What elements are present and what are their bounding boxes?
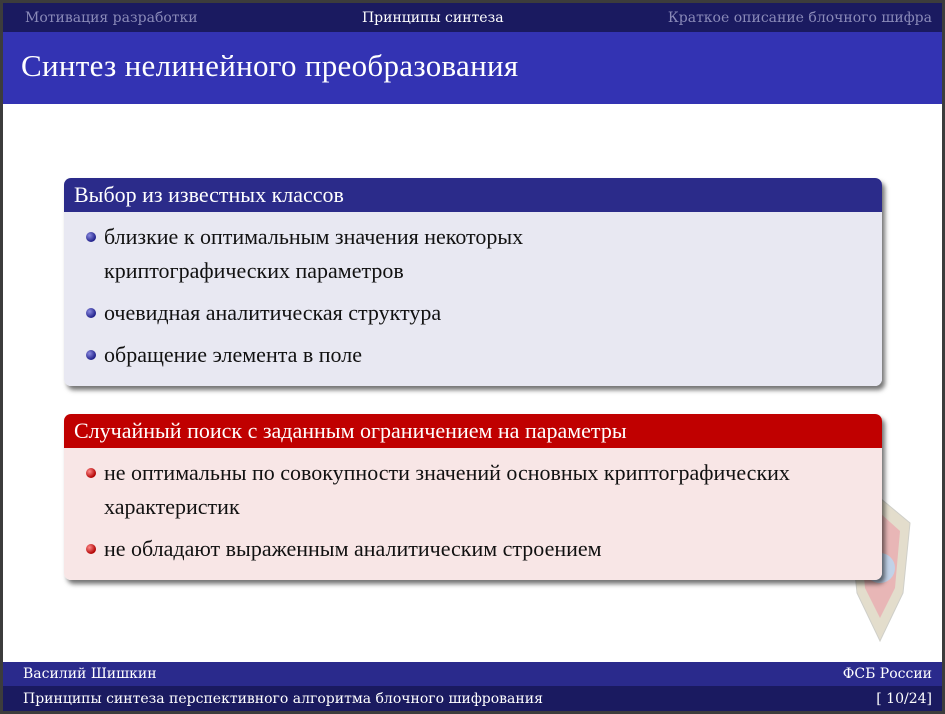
bullet-icon [86, 468, 96, 478]
slide [3, 3, 942, 711]
nav-section-motivation[interactable]: Мотивация разработки [25, 9, 198, 26]
list-item-text: близкие к оптимальным значения некоторых криптографических параметров [104, 224, 524, 283]
bullet-icon [86, 232, 96, 242]
nav-section-principles[interactable]: Принципы синтеза [361, 9, 504, 26]
block-known-classes [64, 178, 882, 386]
list-item-text: не обладают выраженным аналитическим строением [104, 536, 602, 561]
footer-short-title: Принципы синтеза перспективного алгоритма блочного шифрования [23, 690, 543, 707]
block-body [64, 448, 882, 580]
block-random-search [64, 414, 882, 580]
footer-institute: ФСБ России [842, 666, 932, 682]
list-item [104, 296, 882, 338]
frame-title-bar [3, 32, 942, 104]
block-title: Случайный поиск с заданным ограничением на параметры [64, 414, 882, 448]
frame-title: Синтез нелинейного преобразования [21, 48, 519, 83]
block-title: Выбор из известных классов [64, 178, 882, 212]
nav-section-description[interactable]: Краткое описание блочного шифра [667, 9, 932, 26]
section-navigation [3, 3, 942, 32]
list-item [104, 456, 882, 532]
list-item [104, 338, 882, 380]
list-item-text: обращение элемента в поле [104, 342, 362, 367]
footer-author: Василий Шишкин [23, 666, 157, 682]
block-body [64, 212, 882, 386]
bullet-icon [86, 544, 96, 554]
footer-page-number: [ 10/24] [876, 690, 932, 707]
list-item-text: не оптимальны по совокупности значений основных криптографических характеристик [104, 460, 790, 519]
list-item-text: очевидная аналитическая структура [104, 300, 442, 325]
bullet-icon [86, 350, 96, 360]
footer-author-bar [3, 662, 942, 686]
list-item [104, 220, 882, 296]
bullet-icon [86, 308, 96, 318]
footer-title-bar [3, 686, 942, 711]
list-item [104, 532, 882, 574]
